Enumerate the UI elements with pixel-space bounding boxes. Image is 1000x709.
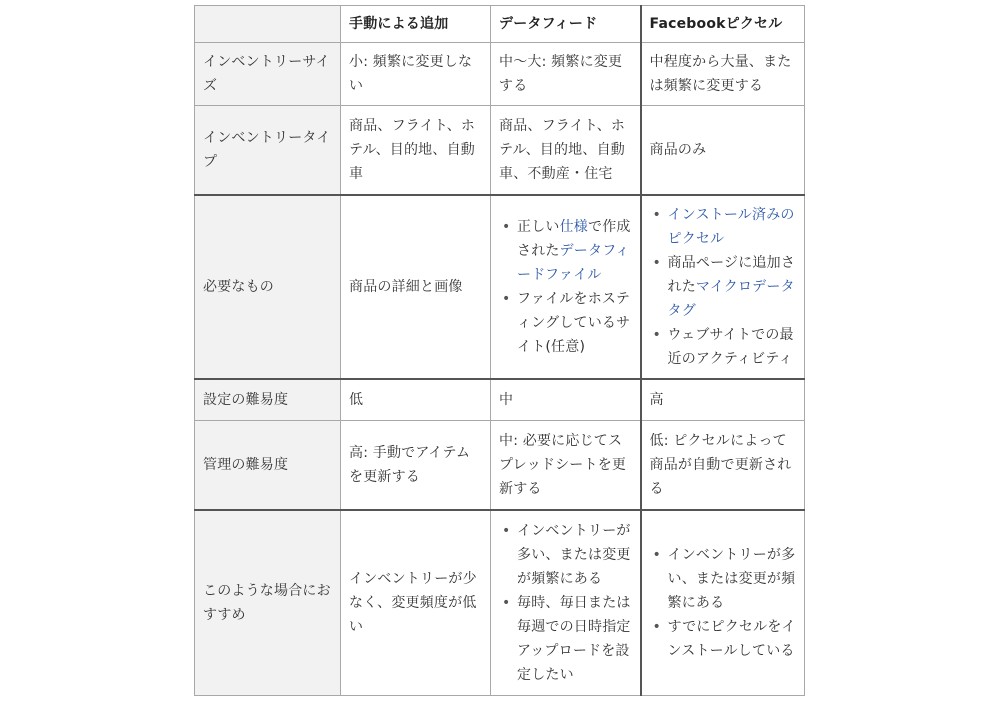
data-feed-file-link[interactable]: データフィードファイル	[517, 243, 630, 283]
installed-pixel-link[interactable]: インストール済みのピクセル	[667, 207, 795, 247]
bullet-icon: •	[502, 595, 511, 611]
microdata-tag-link[interactable]: マイクロデータタグ	[667, 279, 795, 319]
bullet-icon: •	[652, 327, 661, 343]
bullet-icon: •	[502, 291, 511, 307]
cell-manual: 商品の詳細と画像	[341, 195, 491, 379]
list-item: • 正しい仕様で作成されたデータフィードファイル	[499, 215, 632, 287]
table-row	[195, 106, 805, 196]
row-label-requirements: 必要なもの	[195, 195, 341, 379]
bullet-icon: •	[652, 619, 661, 635]
bullet-icon: •	[502, 219, 511, 235]
table-row	[195, 421, 805, 511]
list-item: • すでにピクセルをインストールしている	[650, 615, 797, 663]
cell-manual: 商品、フライト、ホテル、目的地、自動車	[341, 106, 491, 196]
bullet-icon: •	[652, 207, 661, 223]
cell-manual: 小: 頻繁に変更しない	[341, 43, 491, 106]
cell-manual: インベントリーが少なく、変更頻度が低い	[341, 510, 491, 696]
cell-pixel: 低: ピクセルによって商品が自動で更新される	[641, 421, 805, 511]
cell-data-feed: 商品、フライト、ホテル、目的地、自動車、不動産・住宅	[491, 106, 641, 196]
table-row	[195, 379, 805, 421]
list-item: • 商品ページに追加されたマイクロデータタグ	[650, 251, 797, 323]
list-item: • ウェブサイトでの最近のアクティビティ	[650, 323, 797, 371]
header-data-feed: データフィード	[491, 6, 641, 43]
header-facebook-pixel: Facebookピクセル	[641, 6, 805, 43]
comparison-table	[194, 5, 805, 696]
cell-pixel: 高	[641, 379, 805, 421]
cell-manual: 低	[341, 379, 491, 421]
cell-data-feed	[491, 510, 641, 696]
cell-pixel: 商品のみ	[641, 106, 805, 196]
feed-requirements-list	[499, 215, 632, 359]
cell-data-feed: 中〜大: 頻繁に変更する	[491, 43, 641, 106]
header-row	[195, 6, 805, 43]
bullet-icon: •	[652, 547, 661, 563]
pixel-recommendation-list	[650, 543, 797, 663]
row-label-inventory-size: インベントリーサイズ	[195, 43, 341, 106]
list-item: • 毎時、毎日または毎週での日時指定アップロードを設定したい	[499, 591, 632, 687]
bullet-icon: •	[502, 523, 511, 539]
list-item: • インベントリーが多い、または変更が頻繁にある	[499, 519, 632, 591]
feed-recommendation-list	[499, 519, 632, 687]
cell-data-feed	[491, 195, 641, 379]
spec-link[interactable]: 仕様	[559, 219, 589, 235]
table-row	[195, 510, 805, 696]
row-label-management-difficulty: 管理の難易度	[195, 421, 341, 511]
list-item: • インベントリーが多い、または変更が頻繁にある	[650, 543, 797, 615]
header-corner	[195, 6, 341, 43]
row-label-recommended-when: このような場合におすすめ	[195, 510, 341, 696]
cell-data-feed: 中	[491, 379, 641, 421]
bullet-icon: •	[652, 255, 661, 271]
table-row	[195, 43, 805, 106]
row-label-setup-difficulty: 設定の難易度	[195, 379, 341, 421]
list-item	[650, 203, 797, 251]
pixel-requirements-list	[650, 203, 797, 371]
list-item: • ファイルをホスティングしているサイト(任意)	[499, 287, 632, 359]
cell-pixel	[641, 195, 805, 379]
cell-pixel	[641, 510, 805, 696]
table-row	[195, 195, 805, 379]
header-manual: 手動による追加	[341, 6, 491, 43]
cell-pixel: 中程度から大量、または頻繁に変更する	[641, 43, 805, 106]
cell-manual: 高: 手動でアイテムを更新する	[341, 421, 491, 511]
row-label-inventory-type: インベントリータイプ	[195, 106, 341, 196]
cell-data-feed: 中: 必要に応じてスプレッドシートを更新する	[491, 421, 641, 511]
